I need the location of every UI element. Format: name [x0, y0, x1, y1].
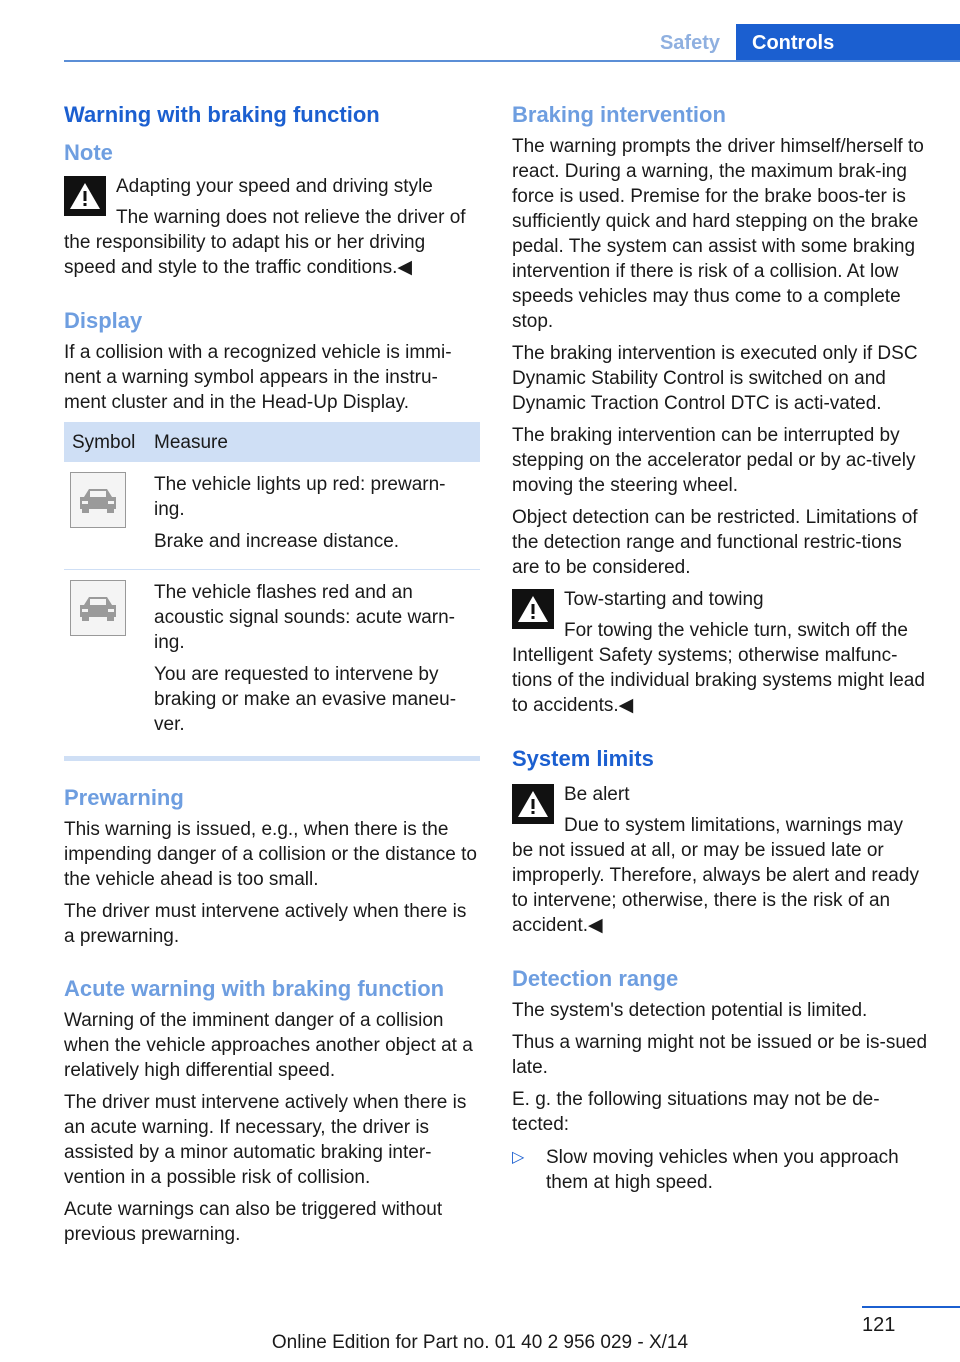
tab-controls: Controls: [736, 24, 960, 62]
warning-triangle-icon: [512, 589, 554, 629]
page-number-rule: [862, 1306, 960, 1308]
bullet-triangle-icon: ▷: [512, 1149, 525, 1166]
list-item-text: Slow moving vehicles when you approach them at high speed.: [546, 1147, 899, 1193]
braking-p2: The braking intervention is executed only if DSC Dynamic Stability Control is switched on and Dynamic Traction Control DTC is acti-vated.: [512, 343, 918, 414]
display-text: If a collision with a recognized vehicle is immi-nent a warning symbol appears in the instru-ment cluster and in the Head-Up Display.: [64, 342, 452, 413]
warning-note: [64, 174, 480, 280]
footer-edition: Online Edition for Part no. 01 40 2 956 029 - X/14: [271, 1332, 689, 1353]
det-p2: Thus a warning might not be issued or be is-sued late.: [512, 1032, 928, 1078]
heading-system-limits: System limits: [512, 746, 654, 771]
heading-prewarning: Prewarning: [64, 785, 184, 810]
braking-p1: The warning prompts the driver himself/herself to react. During a warning, the maximum brak-ing force is used. Premise for the brake boos-ter is sufficiently quick and hard stepping on the brake pedal. The system can assist with some braking intervention if there is risk of a collision. At low speeds vehicles may thus come to a complete stop.: [512, 136, 924, 332]
page-header: [64, 24, 960, 62]
car-icon: [70, 472, 126, 528]
acute-p3: Acute warnings can also be triggered without previous prewarning.: [64, 1199, 443, 1245]
tab-safety: Safety: [659, 32, 720, 54]
tow-title: Tow-starting and towing: [564, 589, 764, 610]
col-symbol: Symbol: [64, 422, 146, 462]
note-body: The warning does not relieve the driver of the responsibility to adapt his or her driving speed and style to the traffic conditions.◀: [64, 207, 466, 278]
acute-p2: The driver must intervene actively when there is an acute warning. If necessary, the driver is assisted by a minor automatic braking inter-vention in a possible risk of collision.: [64, 1092, 467, 1188]
row2-line2: You are requested to intervene by braking or make an evasive maneu-ver.: [154, 664, 457, 735]
heading-detection: Detection range: [512, 966, 679, 991]
header-rule: [64, 60, 960, 62]
warning-triangle-icon: [64, 176, 106, 216]
warning-alert: [512, 782, 928, 938]
table-row: [64, 570, 480, 753]
heading-acute: Acute warning with braking function: [64, 976, 445, 1001]
car-icon: [70, 580, 126, 636]
prewarning-p1: This warning is issued, e.g., when there is the impending danger of a collision or the distance to the vehicle ahead is too small.: [64, 819, 477, 890]
symbol-table: [64, 422, 480, 752]
det-p3: E. g. the following situations may not be de-tected:: [512, 1089, 880, 1135]
tow-body: For towing the vehicle turn, switch off the Intelligent Safety systems; otherwise malfunc-tions of the individual braking systems might lead to accidents.◀: [512, 620, 925, 716]
table-bottom-rule: [64, 756, 480, 761]
list-item: [512, 1145, 928, 1195]
page-number: 121: [862, 1314, 896, 1336]
heading-display: Display: [64, 308, 143, 333]
note-title: Adapting your speed and driving style: [116, 176, 433, 197]
braking-p3: The braking intervention can be interrupted by stepping on the accelerator pedal or by ac-tively moving the steering wheel.: [512, 425, 916, 496]
heading-braking: Braking intervention: [512, 102, 726, 127]
col-measure: Measure: [146, 422, 480, 462]
heading-warning-braking: Warning with braking function: [64, 102, 380, 127]
det-p1: The system's detection potential is limited.: [512, 1000, 868, 1021]
braking-p4: Object detection can be restricted. Limitations of the detection range and functional restric-tions are to be considered.: [512, 507, 918, 578]
right-column: [512, 100, 928, 1195]
alert-body: Due to system limitations, warnings may be not issued at all, or may be issued late or improperly. Therefore, always be alert and ready to intervene; otherwise, there is the risk of an accident.◀: [512, 815, 919, 936]
warning-triangle-icon: [512, 784, 554, 824]
left-column: [64, 100, 480, 1254]
alert-title: Be alert: [564, 784, 630, 805]
row1-line2: Brake and increase distance.: [154, 531, 400, 552]
prewarning-p2: The driver must intervene actively when there is a prewarning.: [64, 901, 467, 947]
warning-towing: [512, 587, 928, 718]
situation-list: [512, 1145, 928, 1195]
heading-note: Note: [64, 140, 113, 165]
row2-line1: The vehicle flashes red and an acoustic signal sounds: acute warn-ing.: [154, 582, 455, 653]
table-row: [64, 462, 480, 570]
acute-p1: Warning of the imminent danger of a collision when the vehicle approaches another object at a relatively high differential speed.: [64, 1010, 473, 1081]
row1-line1: The vehicle lights up red: prewarn-ing.: [154, 474, 446, 520]
